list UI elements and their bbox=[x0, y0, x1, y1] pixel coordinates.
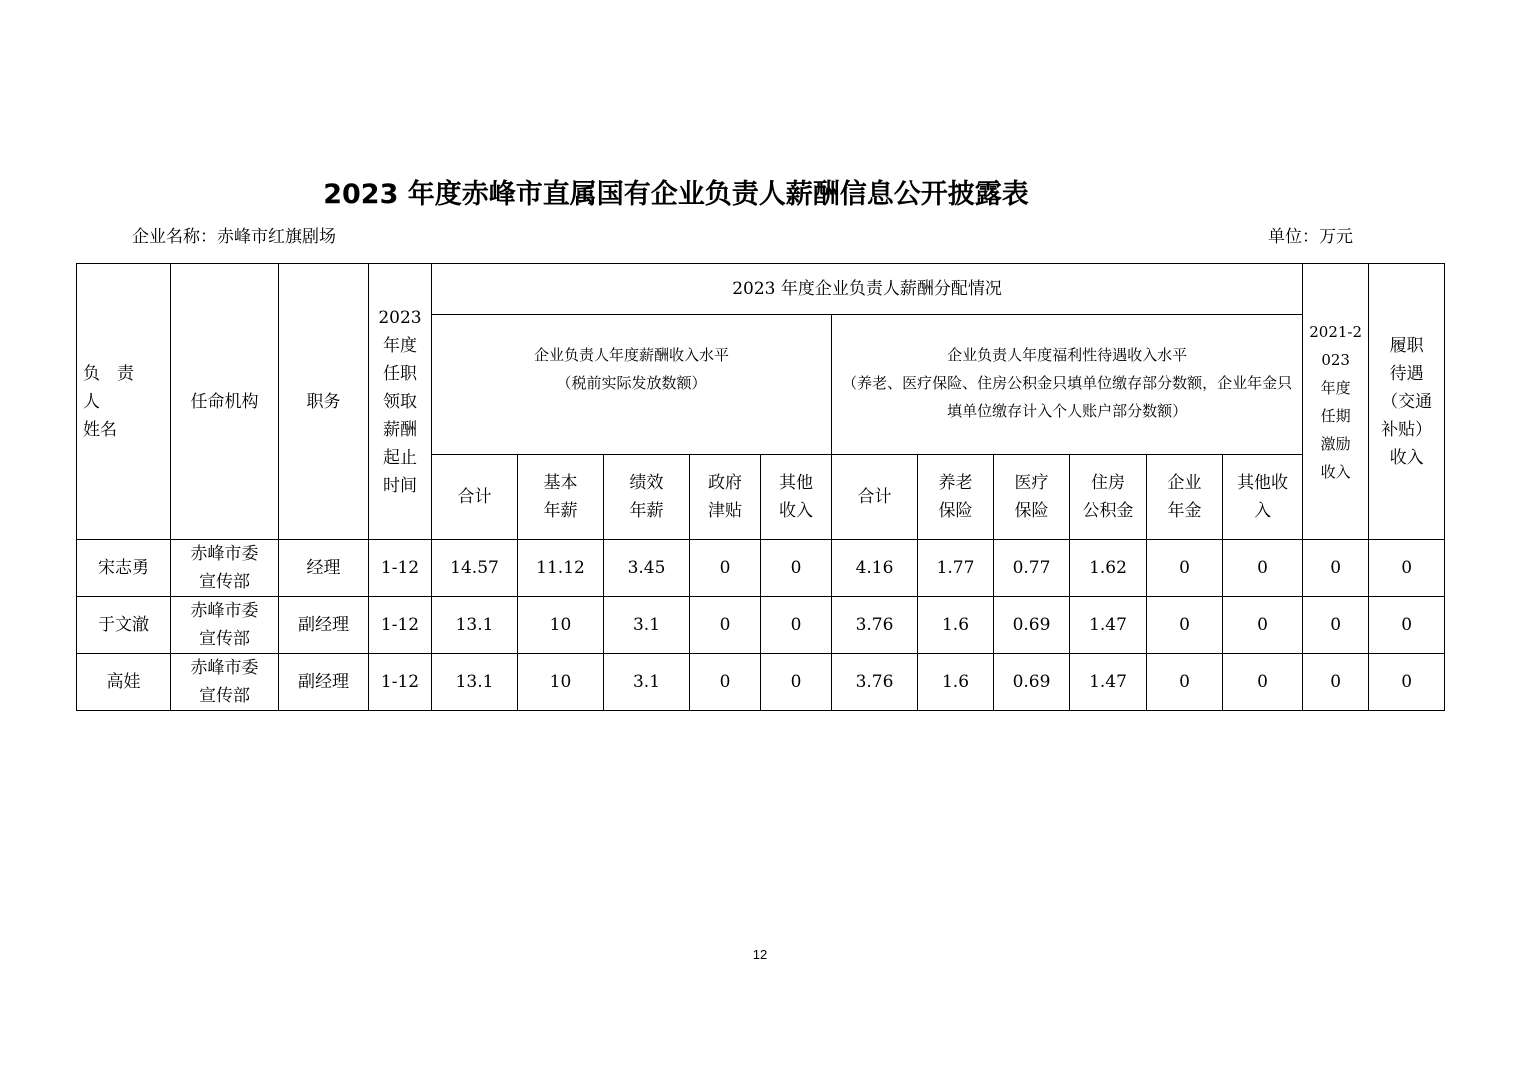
cell-position: 经理 bbox=[279, 540, 369, 597]
cell-other-income: 0 bbox=[761, 540, 832, 597]
cell-base-salary: 10 bbox=[518, 597, 604, 654]
cell-pension: 1.6 bbox=[918, 597, 994, 654]
header-pension: 养老 保险 bbox=[918, 455, 994, 540]
cell-other-income: 0 bbox=[761, 597, 832, 654]
cell-pension: 1.6 bbox=[918, 654, 994, 711]
cell-position: 副经理 bbox=[279, 597, 369, 654]
header-welfare-total: 合计 bbox=[832, 455, 918, 540]
cell-pension: 1.77 bbox=[918, 540, 994, 597]
header-name: 负 责 人 姓名 bbox=[77, 264, 171, 540]
cell-welfare-other: 0 bbox=[1223, 597, 1303, 654]
cell-enterprise-annuity: 0 bbox=[1147, 654, 1223, 711]
header-term: 2023 年度 任职 领取 薪酬 起止 时间 bbox=[369, 264, 432, 540]
cell-welfare-other: 0 bbox=[1223, 654, 1303, 711]
cell-medical: 0.77 bbox=[994, 540, 1070, 597]
table-body bbox=[77, 540, 1445, 711]
header-base-salary: 基本 年薪 bbox=[518, 455, 604, 540]
header-welfare-other: 其他收 入 bbox=[1223, 455, 1303, 540]
header-housing-fund: 住房 公积金 bbox=[1070, 455, 1147, 540]
unit-label: 单位：万元 bbox=[1268, 227, 1353, 247]
cell-duty-benefits: 0 bbox=[1369, 654, 1445, 711]
header-medical: 医疗 保险 bbox=[994, 455, 1070, 540]
table-row bbox=[77, 597, 1445, 654]
header-distribution: 2023 年度企业负责人薪酬分配情况 bbox=[432, 264, 1303, 315]
cell-base-salary: 11.12 bbox=[518, 540, 604, 597]
cell-medical: 0.69 bbox=[994, 654, 1070, 711]
cell-performance-salary: 3.45 bbox=[604, 540, 690, 597]
cell-welfare-other: 0 bbox=[1223, 540, 1303, 597]
cell-gov-allowance: 0 bbox=[690, 540, 761, 597]
header-duty-benefits: 履职 待遇 （交通 补贴） 收入 bbox=[1369, 264, 1445, 540]
cell-term: 1-12 bbox=[369, 540, 432, 597]
table-row bbox=[77, 654, 1445, 711]
cell-incentive: 0 bbox=[1303, 597, 1369, 654]
header-position: 职务 bbox=[279, 264, 369, 540]
cell-base-salary: 10 bbox=[518, 654, 604, 711]
cell-term: 1-12 bbox=[369, 654, 432, 711]
header-other-income: 其他 收入 bbox=[761, 455, 832, 540]
header-gov-allowance: 政府 津贴 bbox=[690, 455, 761, 540]
cell-appointing-body: 赤峰市委 宣传部 bbox=[171, 540, 279, 597]
cell-gov-allowance: 0 bbox=[690, 597, 761, 654]
cell-term: 1-12 bbox=[369, 597, 432, 654]
page-title: 2023 年度赤峰市直属国有企业负责人薪酬信息公开披露表 bbox=[323, 179, 1029, 210]
cell-housing-fund: 1.47 bbox=[1070, 654, 1147, 711]
cell-housing-fund: 1.47 bbox=[1070, 597, 1147, 654]
table-header bbox=[77, 264, 1445, 540]
header-appointing-body: 任命机构 bbox=[171, 264, 279, 540]
cell-appointing-body: 赤峰市委 宣传部 bbox=[171, 654, 279, 711]
cell-salary-total: 13.1 bbox=[432, 597, 518, 654]
cell-incentive: 0 bbox=[1303, 654, 1369, 711]
header-welfare-level: 企业负责人年度福利性待遇收入水平 （养老、医疗保险、住房公积金只填单位缴存部分数额，企业年金只填单位缴存计入个人账户部分数额） bbox=[832, 315, 1303, 455]
cell-gov-allowance: 0 bbox=[690, 654, 761, 711]
header-performance-salary: 绩效 年薪 bbox=[604, 455, 690, 540]
header-salary-total: 合计 bbox=[432, 455, 518, 540]
cell-housing-fund: 1.62 bbox=[1070, 540, 1147, 597]
cell-duty-benefits: 0 bbox=[1369, 540, 1445, 597]
page-number: 12 bbox=[752, 947, 768, 962]
cell-welfare-total: 3.76 bbox=[832, 654, 918, 711]
cell-performance-salary: 3.1 bbox=[604, 654, 690, 711]
cell-duty-benefits: 0 bbox=[1369, 597, 1445, 654]
header-incentive: 2021-2 023 年度 任期 激励 收入 bbox=[1303, 264, 1369, 540]
cell-enterprise-annuity: 0 bbox=[1147, 597, 1223, 654]
cell-name: 高娃 bbox=[77, 654, 171, 711]
cell-welfare-total: 4.16 bbox=[832, 540, 918, 597]
cell-name: 于文澈 bbox=[77, 597, 171, 654]
header-salary-level: 企业负责人年度薪酬收入水平 （税前实际发放数额） bbox=[432, 315, 832, 455]
cell-welfare-total: 3.76 bbox=[832, 597, 918, 654]
cell-position: 副经理 bbox=[279, 654, 369, 711]
table-row bbox=[77, 540, 1445, 597]
cell-medical: 0.69 bbox=[994, 597, 1070, 654]
cell-salary-total: 14.57 bbox=[432, 540, 518, 597]
cell-incentive: 0 bbox=[1303, 540, 1369, 597]
cell-salary-total: 13.1 bbox=[432, 654, 518, 711]
cell-other-income: 0 bbox=[761, 654, 832, 711]
cell-enterprise-annuity: 0 bbox=[1147, 540, 1223, 597]
header-enterprise-annuity: 企业 年金 bbox=[1147, 455, 1223, 540]
salary-disclosure-table bbox=[76, 263, 1445, 711]
cell-appointing-body: 赤峰市委 宣传部 bbox=[171, 597, 279, 654]
company-name-label: 企业名称：赤峰市红旗剧场 bbox=[132, 227, 336, 247]
cell-performance-salary: 3.1 bbox=[604, 597, 690, 654]
cell-name: 宋志勇 bbox=[77, 540, 171, 597]
